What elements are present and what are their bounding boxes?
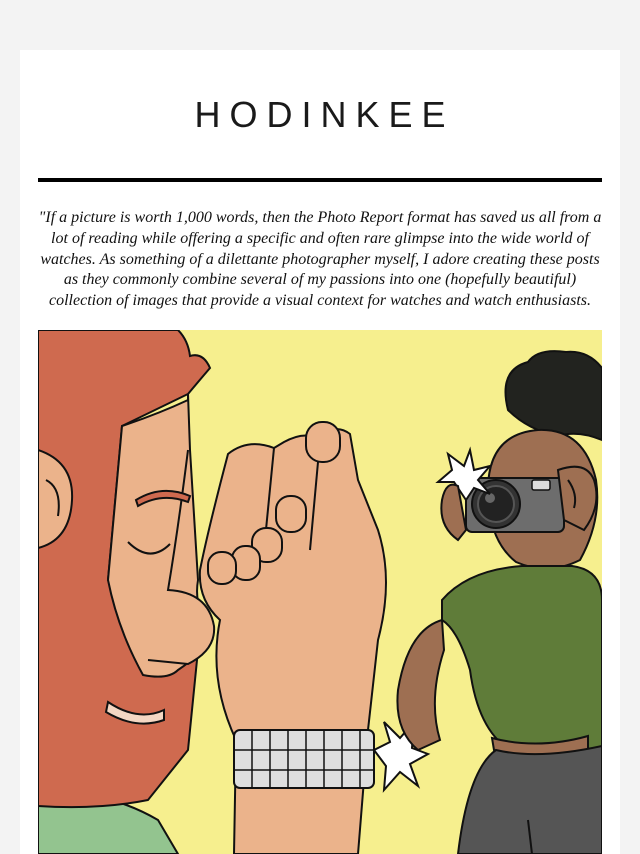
header-divider: [38, 178, 602, 182]
hero-illustration-svg: [38, 330, 602, 854]
hodinkee-logo[interactable]: HODINKEE: [194, 94, 455, 135]
fingernail-4: [208, 552, 236, 584]
hero-illustration[interactable]: [38, 330, 602, 854]
camera-viewfinder: [532, 480, 550, 490]
watch-bracelet: [234, 730, 374, 788]
lens-reflection: [485, 493, 495, 503]
watch-bracelet-band: [234, 730, 374, 788]
article-intro: "If a picture is worth 1,000 words, then the Photo Report format has saved us all from a lot of reading while offering a specific and often rare glimpse into the wide world of watches. As something of a dilettante photographer myself, I adore creating these posts as they commonly combine several of my passions into one (hopefully beautiful) collection of images that provide a visual context for watches and watch enthusiasts.: [38, 209, 602, 310]
email-card: [20, 50, 620, 854]
fingernail-1: [276, 496, 306, 532]
woman-right-hand: [558, 467, 596, 530]
thumbnail: [306, 422, 340, 462]
